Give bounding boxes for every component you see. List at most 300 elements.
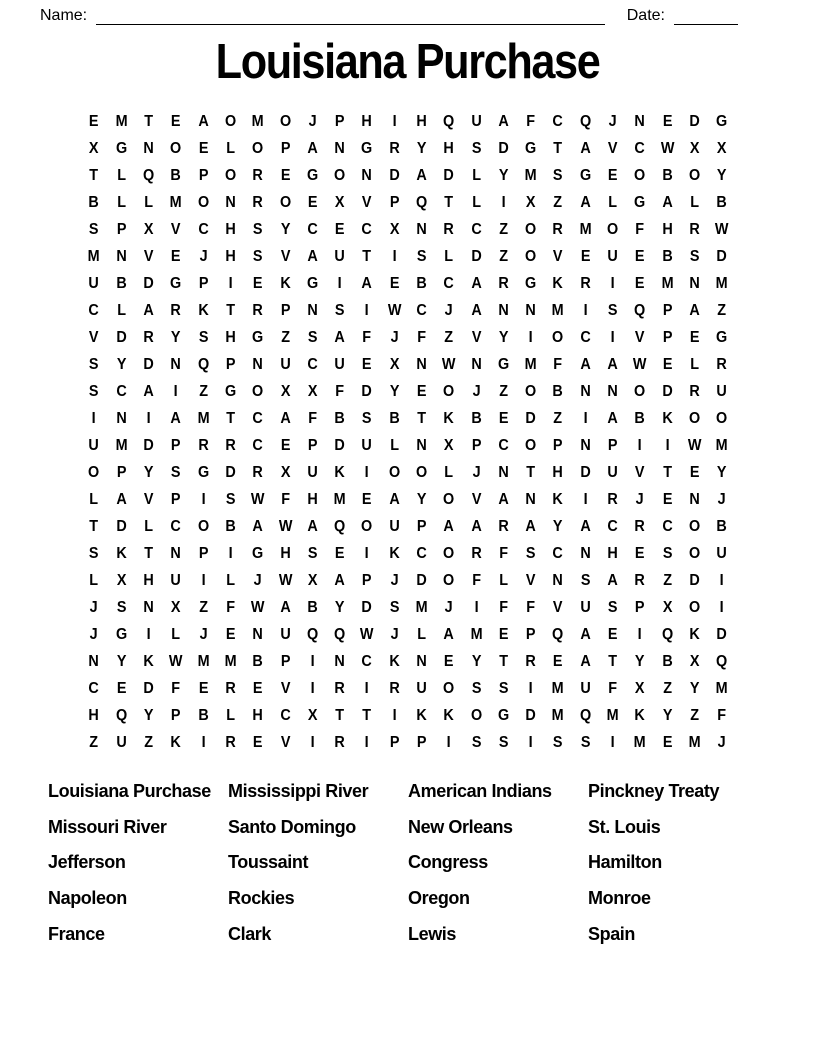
word-bank-item: Rockies xyxy=(228,888,295,909)
word-bank-item: New Orleans xyxy=(408,816,513,837)
grid-letter: H xyxy=(225,328,236,347)
grid-letter: R xyxy=(498,274,509,293)
grid-letter: Q xyxy=(634,301,646,320)
grid-letter: Q xyxy=(661,625,673,644)
grid-letter: W xyxy=(278,571,292,590)
grid-letter: S xyxy=(225,490,236,509)
grid-letter: O xyxy=(689,544,701,563)
grid-letter: F xyxy=(226,598,235,617)
grid-letter: U xyxy=(88,274,100,293)
grid-letter: B xyxy=(307,598,318,617)
grid-letter: V xyxy=(526,571,536,590)
grid-letter: P xyxy=(198,166,209,185)
grid-letter: J xyxy=(199,625,208,644)
grid-letter: J xyxy=(308,112,317,131)
grid-letter: V xyxy=(89,328,99,347)
word-bank-item: Toussaint xyxy=(228,852,309,873)
grid-letter: C xyxy=(116,382,127,401)
grid-letter: A xyxy=(662,193,673,212)
grid-letter: R xyxy=(252,301,264,320)
grid-letter: F xyxy=(499,544,508,563)
grid-letter: L xyxy=(471,166,481,185)
grid-letter: P xyxy=(307,436,318,455)
grid-letter: D xyxy=(525,409,537,428)
grid-letter: Y xyxy=(280,220,290,239)
grid-letter: P xyxy=(198,274,209,293)
grid-letter: L xyxy=(226,706,235,725)
grid-letter: U xyxy=(416,679,427,698)
grid-letter: I xyxy=(310,652,315,671)
grid-letter: G xyxy=(115,139,127,158)
grid-letter: N xyxy=(334,139,345,158)
grid-letter: I xyxy=(337,274,342,293)
grid-letter: X xyxy=(526,193,536,212)
grid-letter: C xyxy=(170,517,182,536)
grid-letter: K xyxy=(689,625,700,644)
grid-letter: R xyxy=(471,544,482,563)
grid-letter: H xyxy=(607,544,618,563)
word-bank-item: Pinckney Treaty xyxy=(588,781,720,801)
grid-letter: D xyxy=(143,679,154,698)
grid-letter: D xyxy=(689,112,700,131)
grid-letter: M xyxy=(88,247,101,266)
grid-letter: F xyxy=(308,409,317,428)
word-bank-item: Lewis xyxy=(408,923,457,944)
grid-letter: M xyxy=(251,112,264,131)
grid-letter: N xyxy=(525,490,537,509)
word-bank-item: Clark xyxy=(228,923,272,944)
grid-letter: X xyxy=(717,139,727,158)
grid-letter: A xyxy=(498,112,509,131)
grid-letter: U xyxy=(389,517,400,536)
grid-letter: T xyxy=(226,409,235,428)
grid-letter: N xyxy=(416,220,427,239)
grid-letter: T xyxy=(144,112,154,131)
grid-letter: K xyxy=(334,463,345,482)
grid-letter: Y xyxy=(717,463,727,482)
grid-letter: L xyxy=(444,247,454,266)
grid-letter: T xyxy=(608,652,618,671)
grid-letter: M xyxy=(552,301,565,320)
word-bank-item: American Indians xyxy=(408,781,552,801)
grid-letter: C xyxy=(416,301,427,320)
grid-letter: E xyxy=(280,436,290,455)
grid-letter: B xyxy=(716,193,728,212)
grid-letter: Y xyxy=(498,328,509,347)
grid-letter: K xyxy=(116,544,127,563)
grid-letter: B xyxy=(116,274,127,293)
grid-letter: Q xyxy=(334,625,346,644)
word-bank-item: Oregon xyxy=(408,888,470,909)
grid-letter: U xyxy=(607,463,618,482)
grid-letter: Q xyxy=(552,625,564,644)
grid-letter: I xyxy=(583,490,588,509)
grid-letter: C xyxy=(279,706,291,725)
grid-letter: Z xyxy=(280,328,290,347)
grid-letter: U xyxy=(716,382,728,401)
grid-letter: A xyxy=(170,409,182,428)
grid-letter: F xyxy=(608,679,618,698)
grid-letter: I xyxy=(365,679,370,698)
grid-letter: G xyxy=(252,328,264,347)
word-bank-item: St. Louis xyxy=(588,816,661,837)
grid-letter: X xyxy=(689,652,700,671)
grid-letter: I xyxy=(583,301,588,320)
word-bank-column xyxy=(48,781,228,959)
grid-letter: V xyxy=(280,247,290,266)
grid-letter: U xyxy=(88,436,100,455)
grid-letter: C xyxy=(252,409,264,428)
grid-letter: E xyxy=(225,625,236,644)
puzzle-title-text: Louisiana Purchase xyxy=(216,32,600,89)
grid-letter: Y xyxy=(416,490,427,509)
grid-letter: T xyxy=(553,139,563,158)
grid-letter: V xyxy=(635,463,645,482)
grid-letter: A xyxy=(443,517,455,536)
grid-letter: A xyxy=(471,301,482,320)
grid-letter: O xyxy=(170,139,182,158)
grid-letter: Y xyxy=(662,706,673,725)
grid-letter: M xyxy=(415,598,428,617)
grid-letter: W xyxy=(278,517,292,536)
grid-letter: I xyxy=(92,409,97,428)
grid-letter: A xyxy=(143,382,154,401)
grid-letter: Y xyxy=(471,652,482,671)
grid-letter: O xyxy=(88,463,100,482)
grid-letter: N xyxy=(143,598,154,617)
grid-letter: H xyxy=(88,706,100,725)
grid-letter: Y xyxy=(116,652,127,671)
grid-letter: Y xyxy=(717,166,727,185)
grid-letter: Z xyxy=(89,733,99,752)
grid-letter: I xyxy=(638,436,643,455)
grid-letter: U xyxy=(307,463,318,482)
grid-letter: P xyxy=(280,652,290,671)
grid-letter: L xyxy=(89,571,99,590)
grid-letter: T xyxy=(526,463,536,482)
grid-letter: Z xyxy=(690,706,700,725)
grid-letter: U xyxy=(279,625,291,644)
name-blank-line xyxy=(96,9,605,25)
grid-letter: I xyxy=(528,733,533,752)
grid-letter: I xyxy=(365,544,370,563)
grid-letter: O xyxy=(388,463,400,482)
grid-letter: O xyxy=(716,409,728,428)
grid-letter: E xyxy=(334,220,345,239)
grid-letter: N xyxy=(580,436,591,455)
grid-letter: A xyxy=(471,517,482,536)
grid-letter: I xyxy=(201,490,206,509)
grid-letter: E xyxy=(553,652,563,671)
grid-letter: F xyxy=(335,382,345,401)
grid-letter: S xyxy=(362,409,372,428)
grid-letter: P xyxy=(553,436,563,455)
grid-letter: X xyxy=(635,679,645,698)
grid-letter: Y xyxy=(498,166,509,185)
grid-letter: E xyxy=(171,112,181,131)
grid-letter: U xyxy=(334,247,345,266)
grid-letter: D xyxy=(416,571,427,590)
grid-letter: M xyxy=(661,274,674,293)
grid-letter: J xyxy=(717,733,726,752)
grid-letter: P xyxy=(662,328,673,347)
grid-letter: I xyxy=(501,193,506,212)
grid-letter: F xyxy=(471,571,481,590)
grid-letter: U xyxy=(471,112,482,131)
grid-letter: C xyxy=(443,274,455,293)
grid-letter: Q xyxy=(334,517,346,536)
grid-letter: I xyxy=(365,733,370,752)
grid-letter: N xyxy=(116,409,127,428)
grid-letter: E xyxy=(662,355,673,374)
grid-letter: D xyxy=(116,517,127,536)
grid-letter: J xyxy=(390,571,399,590)
word-bank-item: Santo Domingo xyxy=(228,816,356,837)
grid-letter: R xyxy=(334,679,345,698)
grid-letter: M xyxy=(333,490,346,509)
grid-letter: G xyxy=(306,166,319,185)
grid-letter: I xyxy=(610,274,615,293)
word-bank-item: Spain xyxy=(588,923,636,944)
grid-letter: O xyxy=(224,166,237,185)
grid-letter: Z xyxy=(198,382,208,401)
grid-letter: D xyxy=(471,247,482,266)
grid-letter: N xyxy=(170,544,182,563)
grid-letter: A xyxy=(607,409,618,428)
grid-letter: W xyxy=(715,220,729,239)
grid-letter: I xyxy=(146,409,151,428)
grid-letter: P xyxy=(389,193,400,212)
grid-letter: T xyxy=(444,193,454,212)
grid-letter: J xyxy=(253,571,262,590)
grid-letter: U xyxy=(334,355,345,374)
grid-letter: E xyxy=(334,544,345,563)
grid-letter: L xyxy=(144,517,154,536)
grid-letter: J xyxy=(90,598,99,617)
grid-letter: M xyxy=(197,409,210,428)
grid-letter: N xyxy=(252,625,264,644)
grid-letter: X xyxy=(307,382,318,401)
grid-letter: U xyxy=(580,679,591,698)
grid-letter: W xyxy=(169,652,183,671)
grid-letter: Q xyxy=(197,355,209,374)
grid-letter: S xyxy=(580,571,591,590)
grid-letter: A xyxy=(416,166,427,185)
grid-letter: D xyxy=(498,139,509,158)
grid-letter: O xyxy=(252,382,264,401)
grid-letter: P xyxy=(171,436,181,455)
grid-letter: A xyxy=(580,652,591,671)
grid-letter: O xyxy=(525,436,537,455)
grid-letter: B xyxy=(552,382,564,401)
grid-letter: L xyxy=(608,193,618,212)
grid-letter: N xyxy=(416,436,427,455)
grid-letter: R xyxy=(689,220,700,239)
grid-letter: V xyxy=(553,598,563,617)
grid-letter: I xyxy=(392,247,397,266)
word-bank-item: Napoleon xyxy=(48,888,127,909)
grid-letter: D xyxy=(443,166,455,185)
grid-letter: L xyxy=(690,355,700,374)
grid-letter: J xyxy=(472,463,481,482)
grid-letter: N xyxy=(361,166,373,185)
grid-letter: E xyxy=(607,625,618,644)
grid-letter: O xyxy=(197,193,209,212)
grid-letter: F xyxy=(635,220,645,239)
grid-letter: S xyxy=(471,733,482,752)
grid-letter: I xyxy=(610,733,615,752)
grid-letter: S xyxy=(89,382,99,401)
grid-letter: I xyxy=(474,598,479,617)
grid-letter: D xyxy=(334,436,345,455)
grid-letter: R xyxy=(252,463,264,482)
grid-letter: A xyxy=(307,139,318,158)
puzzle-title xyxy=(0,32,816,89)
grid-letter: T xyxy=(417,409,427,428)
grid-letter: S xyxy=(689,247,700,266)
grid-letter: A xyxy=(498,490,509,509)
grid-letter: G xyxy=(224,382,237,401)
grid-letter: G xyxy=(634,193,646,212)
grid-letter: O xyxy=(470,706,482,725)
grid-letter: I xyxy=(201,571,206,590)
grid-letter: N xyxy=(116,247,127,266)
grid-letter: E xyxy=(253,274,263,293)
grid-letter: M xyxy=(224,652,237,671)
grid-letter: O xyxy=(552,328,564,347)
grid-letter: B xyxy=(389,409,400,428)
grid-letter: Z xyxy=(717,301,727,320)
grid-letter: P xyxy=(171,490,181,509)
grid-letter: V xyxy=(553,247,563,266)
grid-letter: E xyxy=(280,166,290,185)
grid-letter: X xyxy=(307,571,318,590)
grid-letter: T xyxy=(662,463,672,482)
grid-letter: I xyxy=(146,625,151,644)
grid-letter: R xyxy=(334,733,345,752)
grid-letter: J xyxy=(390,625,399,644)
grid-letter: X xyxy=(389,220,400,239)
grid-letter: I xyxy=(365,463,370,482)
grid-letter: O xyxy=(689,598,701,617)
grid-letter: Y xyxy=(553,517,563,536)
grid-letter: X xyxy=(89,139,99,158)
grid-letter: Q xyxy=(115,706,127,725)
grid-letter: R xyxy=(634,517,646,536)
grid-letter: C xyxy=(552,544,564,563)
grid-letter: I xyxy=(446,733,451,752)
word-bank-item: Jefferson xyxy=(48,852,126,873)
grid-letter: N xyxy=(471,355,482,374)
grid-letter: L xyxy=(444,463,454,482)
grid-letter: X xyxy=(143,220,154,239)
grid-letter: H xyxy=(279,544,291,563)
grid-letter: K xyxy=(634,706,646,725)
grid-letter: Y xyxy=(116,355,127,374)
grid-letter: U xyxy=(607,247,618,266)
grid-letter: V xyxy=(143,490,154,509)
grid-letter: E xyxy=(416,382,427,401)
word-bank xyxy=(0,781,816,959)
grid-letter: E xyxy=(662,112,673,131)
grid-letter: W xyxy=(633,355,647,374)
grid-letter: B xyxy=(716,517,728,536)
grid-letter: D xyxy=(580,463,591,482)
grid-letter: K xyxy=(416,706,427,725)
grid-letter: O xyxy=(443,490,455,509)
grid-letter: Y xyxy=(416,139,427,158)
grid-letter: V xyxy=(471,490,482,509)
grid-letter: Q xyxy=(579,706,592,725)
grid-letter: A xyxy=(607,571,618,590)
grid-letter: E xyxy=(689,328,700,347)
grid-letter: I xyxy=(310,733,315,752)
grid-letter: C xyxy=(552,112,564,131)
grid-letter: C xyxy=(416,544,427,563)
grid-letter: R xyxy=(225,733,236,752)
grid-letter: R xyxy=(498,517,509,536)
grid-letter: O xyxy=(252,139,264,158)
grid-letter: P xyxy=(280,139,290,158)
grid-letter: M xyxy=(715,274,728,293)
grid-letter: N xyxy=(416,652,427,671)
grid-letter: I xyxy=(719,598,724,617)
grid-letter: S xyxy=(89,220,99,239)
grid-letter: G xyxy=(115,625,127,644)
grid-letter: U xyxy=(279,355,291,374)
grid-letter: N xyxy=(170,355,182,374)
grid-letter: F xyxy=(417,328,427,347)
grid-letter: D xyxy=(716,247,728,266)
date-blank-line xyxy=(674,9,738,25)
grid-letter: K xyxy=(198,301,209,320)
grid-letter: E xyxy=(689,463,700,482)
grid-letter: B xyxy=(634,409,646,428)
grid-letter: O xyxy=(334,166,346,185)
grid-letter: T xyxy=(335,706,345,725)
grid-letter: L xyxy=(471,193,481,212)
grid-letter: O xyxy=(443,679,455,698)
grid-letter: O xyxy=(279,193,291,212)
grid-letter: S xyxy=(198,328,209,347)
grid-letter: U xyxy=(716,544,728,563)
grid-letter: G xyxy=(716,328,728,347)
grid-letter: W xyxy=(660,139,675,158)
grid-letter: M xyxy=(634,733,647,752)
grid-letter: M xyxy=(715,679,728,698)
grid-letter: F xyxy=(280,490,290,509)
grid-letter: S xyxy=(307,328,318,347)
grid-letter: X xyxy=(444,436,454,455)
grid-letter: S xyxy=(334,301,345,320)
grid-letter: E xyxy=(198,139,209,158)
grid-letter: M xyxy=(115,112,128,131)
grid-letter: L xyxy=(89,490,99,509)
grid-letter: I xyxy=(173,382,178,401)
grid-letter: P xyxy=(389,733,400,752)
grid-letter: O xyxy=(634,166,646,185)
grid-letter: A xyxy=(389,490,400,509)
grid-letter: X xyxy=(389,355,400,374)
grid-letter: H xyxy=(225,220,236,239)
grid-letter: K xyxy=(443,706,455,725)
grid-letter: S xyxy=(526,544,536,563)
grid-letter: I xyxy=(201,733,206,752)
grid-letter: I xyxy=(583,409,588,428)
grid-letter: C xyxy=(88,301,100,320)
grid-letter: Q xyxy=(443,112,455,131)
grid-letter: Y xyxy=(143,463,154,482)
